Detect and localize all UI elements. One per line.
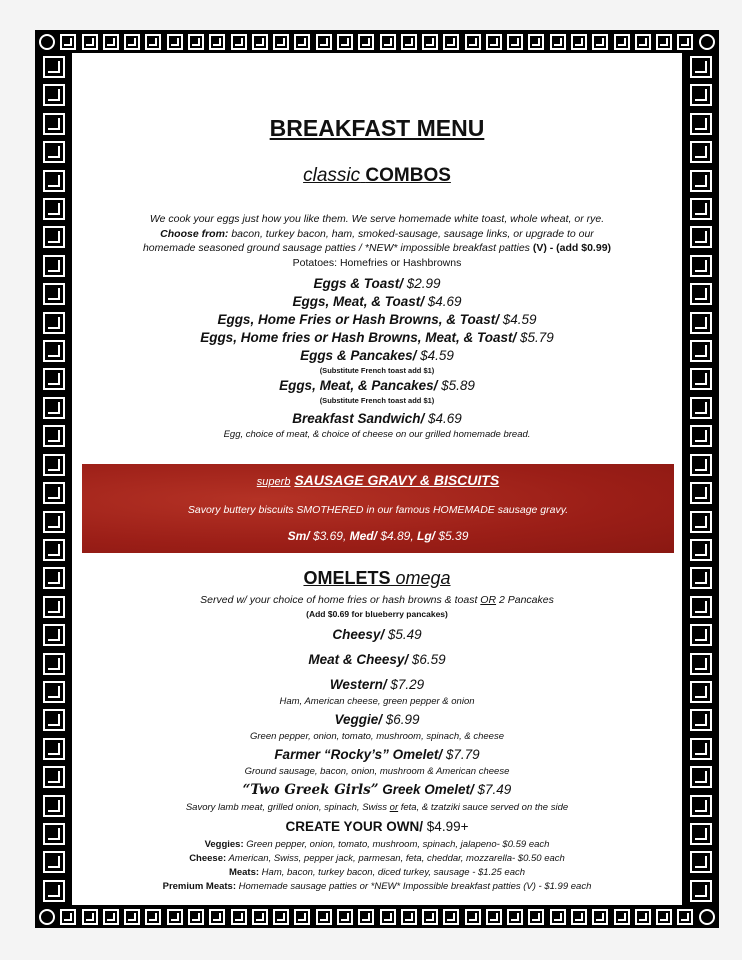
omelet-item-price: $7.29 xyxy=(386,677,425,692)
omelets-served xyxy=(72,594,682,606)
greek-key-motif xyxy=(60,34,76,50)
combo-item-price: $2.99 xyxy=(402,276,441,291)
greek-key-motif xyxy=(43,283,65,305)
greek-key-motif xyxy=(528,909,544,925)
greek-key-motif xyxy=(43,425,65,447)
border-corner-ornament xyxy=(699,909,715,925)
combo-item-name: Eggs, Home fries or Hash Browns, Meat, & Toast/ xyxy=(200,330,517,345)
greek-key-motif xyxy=(571,34,587,50)
size-label: Sm/ xyxy=(287,529,310,543)
greek-key-motif xyxy=(690,397,712,419)
size-label: Lg/ xyxy=(417,529,436,543)
combos-intro-line1: We cook your eggs just how you like them. We serve homemade white toast, whole wheat, or rye. xyxy=(149,213,605,225)
combo-item-name: Eggs & Pancakes/ xyxy=(300,348,417,363)
combos-intro-line3 xyxy=(72,242,682,254)
greek-omelet-name: Greek Omelet/ xyxy=(378,782,474,797)
greek-key-motif xyxy=(43,255,65,277)
omelet-item-price: $6.99 xyxy=(381,712,420,727)
greek-key-motif xyxy=(43,567,65,589)
greek-omelet xyxy=(72,782,682,798)
greek-key-motif xyxy=(316,34,332,50)
choose-label: Choose from: xyxy=(160,228,229,240)
greek-key-motif xyxy=(273,34,289,50)
addon-label: Premium Meats: xyxy=(162,881,236,892)
greek-key-motif xyxy=(252,34,268,50)
page-title: BREAKFAST MENU xyxy=(269,115,485,141)
combo-item xyxy=(72,378,682,393)
combo-item xyxy=(72,276,682,291)
greek-key-motif xyxy=(209,909,225,925)
greek-key-motif xyxy=(507,34,523,50)
greek-key-motif xyxy=(43,198,65,220)
greek-desc-or: or xyxy=(389,802,399,813)
combo-item-price: $5.79 xyxy=(516,330,554,345)
greek-key-motif xyxy=(690,283,712,305)
greek-key-motif xyxy=(103,34,119,50)
gravy-sizes xyxy=(82,529,674,543)
greek-key-motif xyxy=(422,34,438,50)
greek-key-motif xyxy=(43,340,65,362)
gravy-heading-bold: SAUSAGE GRAVY & BISCUITS xyxy=(294,472,500,488)
greek-key-motif xyxy=(465,909,481,925)
combo-item-price: $5.89 xyxy=(437,378,475,393)
greek-key-motif xyxy=(443,909,459,925)
omelet-item-price: $6.59 xyxy=(408,652,446,667)
greek-key-motif xyxy=(43,596,65,618)
greek-key-motif xyxy=(690,56,712,78)
addon-text: Green pepper, onion, tomato, mushroom, spinach, jalapeno- $0.59 each xyxy=(243,839,550,850)
greek-key-motif xyxy=(571,909,587,925)
greek-key-motif xyxy=(550,34,566,50)
greek-key-motif xyxy=(592,34,608,50)
served-text-end: 2 Pancakes xyxy=(496,594,554,606)
combos-heading-italic: classic xyxy=(303,165,361,186)
combo-item xyxy=(72,411,682,426)
greek-key-motif xyxy=(316,909,332,925)
greek-key-motif xyxy=(690,624,712,646)
greek-key-motif xyxy=(43,851,65,873)
greek-key-motif xyxy=(43,226,65,248)
greek-key-motif xyxy=(690,823,712,845)
greek-key-motif xyxy=(465,34,481,50)
greek-key-motif xyxy=(43,681,65,703)
combo-item xyxy=(72,294,682,309)
greek-desc-end: feta, & tzatziki sauce served on the side xyxy=(398,802,569,813)
addon-line xyxy=(72,839,682,850)
greek-key-motif xyxy=(43,795,65,817)
greek-script-name: “Two Greek Girls” xyxy=(242,782,379,798)
greek-key-motif xyxy=(43,738,65,760)
combos-intro-line2 xyxy=(72,228,682,240)
greek-key-motif xyxy=(690,312,712,334)
addon-text: American, Swiss, pepper jack, parmesan, feta, cheddar, mozzarella- $0.50 each xyxy=(226,853,565,864)
greek-key-motif xyxy=(145,909,161,925)
omelets-heading xyxy=(72,568,682,589)
greek-desc-text: Savory lamb meat, grilled onion, spinach, Swiss xyxy=(185,802,390,813)
addon-text: Homemade sausage patties or *NEW* Impossible breakfast patties (V) - $1.99 each xyxy=(236,881,592,892)
greek-key-motif xyxy=(43,454,65,476)
greek-key-motif xyxy=(188,34,204,50)
greek-key-motif xyxy=(167,34,183,50)
border-right xyxy=(682,53,719,905)
greek-key-motif xyxy=(690,255,712,277)
potatoes-line: Potatoes: Homefries or Hashbrowns xyxy=(292,257,462,269)
combo-item-price: $4.59 xyxy=(416,348,454,363)
greek-key-motif xyxy=(690,425,712,447)
greek-key-motif xyxy=(690,567,712,589)
greek-key-motif xyxy=(550,909,566,925)
greek-key-motif xyxy=(486,34,502,50)
greek-key-motif xyxy=(592,909,608,925)
greek-key-motif xyxy=(124,909,140,925)
greek-key-motif xyxy=(82,909,98,925)
menu-page xyxy=(72,53,682,905)
greek-key-motif xyxy=(60,909,76,925)
greek-key-motif xyxy=(103,909,119,925)
greek-key-motif xyxy=(380,909,396,925)
greek-key-motif xyxy=(43,709,65,731)
combo-item-name: Eggs, Meat, & Pancakes/ xyxy=(279,378,438,393)
combo-item-name: Breakfast Sandwich/ xyxy=(292,411,425,426)
greek-key-motif xyxy=(401,34,417,50)
gravy-banner xyxy=(82,464,674,553)
create-price: $4.99+ xyxy=(423,819,469,834)
border-top xyxy=(35,30,719,53)
greek-key-motif xyxy=(443,34,459,50)
greek-key-motif xyxy=(690,795,712,817)
omelet-item xyxy=(72,652,682,667)
greek-key-motif xyxy=(690,766,712,788)
greek-key-motif xyxy=(690,709,712,731)
greek-key-motif xyxy=(690,84,712,106)
greek-key-motif xyxy=(43,56,65,78)
gravy-description: Savory buttery biscuits SMOTHERED in our famous HOMEMADE sausage gravy. xyxy=(187,504,569,516)
greek-key-motif xyxy=(43,653,65,675)
addon-line xyxy=(72,881,682,892)
greek-key-motif xyxy=(690,340,712,362)
greek-key-motif xyxy=(690,141,712,163)
combo-item-desc: Egg, choice of meat, & choice of cheese on our grilled homemade bread. xyxy=(223,429,531,440)
greek-key-motif xyxy=(690,596,712,618)
combo-item-price: $4.69 xyxy=(423,294,462,309)
omelet-item-price: $7.79 xyxy=(442,747,480,762)
size-price: $4.89, xyxy=(376,529,418,543)
greek-key-motif xyxy=(145,34,161,50)
greek-key-motif xyxy=(231,34,247,50)
omelet-item-price: $5.49 xyxy=(384,627,422,642)
greek-key-motif xyxy=(43,823,65,845)
greek-key-motif xyxy=(614,34,630,50)
greek-key-motif xyxy=(43,766,65,788)
greek-key-motif xyxy=(690,170,712,192)
addon-label: Cheese: xyxy=(189,853,227,864)
omelet-item-name: Farmer “Rocky’s” Omelet/ xyxy=(274,747,443,762)
greek-key-border xyxy=(35,30,719,928)
gravy-heading xyxy=(82,472,674,488)
served-or: OR xyxy=(480,594,497,606)
greek-key-motif xyxy=(43,368,65,390)
greek-key-motif xyxy=(690,226,712,248)
addon-label: Veggies: xyxy=(204,839,244,850)
greek-key-motif xyxy=(486,909,502,925)
greek-key-motif xyxy=(43,880,65,902)
greek-key-motif xyxy=(43,482,65,504)
omelet-item xyxy=(72,627,682,642)
create-your-own xyxy=(72,819,682,834)
greek-key-motif xyxy=(43,397,65,419)
border-left xyxy=(35,53,72,905)
greek-key-motif xyxy=(43,511,65,533)
served-text: Served w/ your choice of home fries or hash browns & toast xyxy=(200,594,481,606)
combo-item xyxy=(72,348,682,363)
greek-key-motif xyxy=(294,34,310,50)
border-corner-ornament xyxy=(699,34,715,50)
greek-key-motif xyxy=(43,312,65,334)
greek-key-motif xyxy=(188,909,204,925)
border-corner-ornament xyxy=(39,909,55,925)
combo-item xyxy=(72,312,682,327)
greek-key-motif xyxy=(358,909,374,925)
combo-item xyxy=(72,330,682,345)
greek-key-motif xyxy=(43,141,65,163)
greek-key-motif xyxy=(294,909,310,925)
combo-item-name: Eggs & Toast/ xyxy=(313,276,403,291)
combos-heading-bold: COMBOS xyxy=(365,165,451,186)
greek-key-motif xyxy=(690,851,712,873)
greek-key-motif xyxy=(690,681,712,703)
addon-text: Ham, bacon, turkey bacon, diced turkey, sausage - $1.25 each xyxy=(259,867,526,878)
omelet-item-desc: Ham, American cheese, green pepper & onion xyxy=(279,696,475,707)
greek-key-motif xyxy=(656,909,672,925)
omelet-item-name: Meat & Cheesy/ xyxy=(308,652,409,667)
size-label: Med/ xyxy=(349,529,377,543)
greek-key-motif xyxy=(635,34,651,50)
size-price: $5.39 xyxy=(435,529,469,543)
omelet-item-desc: Ground sausage, bacon, onion, mushroom & American cheese xyxy=(244,766,510,777)
greek-key-motif xyxy=(656,34,672,50)
greek-key-motif xyxy=(401,909,417,925)
greek-key-motif xyxy=(43,170,65,192)
greek-key-motif xyxy=(252,909,268,925)
greek-key-motif xyxy=(43,624,65,646)
greek-key-motif xyxy=(358,34,374,50)
greek-key-motif xyxy=(677,34,693,50)
gravy-heading-italic: superb xyxy=(256,476,291,488)
addon-line xyxy=(72,867,682,878)
greek-key-motif xyxy=(690,539,712,561)
combo-item-price: $4.59 xyxy=(499,312,537,327)
greek-key-motif xyxy=(209,34,225,50)
omelets-heading-bold: OMELETS xyxy=(303,568,391,588)
greek-key-motif xyxy=(380,34,396,50)
greek-key-motif xyxy=(677,909,693,925)
combo-item-note: (Substitute French toast add $1) xyxy=(319,366,435,375)
omelet-item-name: Cheesy/ xyxy=(332,627,385,642)
greek-key-motif xyxy=(690,511,712,533)
omelet-item-name: Western/ xyxy=(329,677,387,692)
combo-item-name: Eggs, Home Fries or Hash Browns, & Toast/ xyxy=(217,312,499,327)
addon-line xyxy=(72,853,682,864)
combo-item-note: (Substitute French toast add $1) xyxy=(319,396,435,405)
greek-key-motif xyxy=(690,880,712,902)
greek-key-motif xyxy=(43,539,65,561)
greek-key-motif xyxy=(337,909,353,925)
combo-item-name: Eggs, Meat, & Toast/ xyxy=(292,294,424,309)
create-name: CREATE YOUR OWN/ xyxy=(285,819,424,834)
greek-key-motif xyxy=(124,34,140,50)
omelet-item xyxy=(72,712,682,727)
greek-key-motif xyxy=(507,909,523,925)
greek-key-motif xyxy=(231,909,247,925)
greek-key-motif xyxy=(528,34,544,50)
greek-key-motif xyxy=(337,34,353,50)
omelets-heading-italic: omega xyxy=(395,568,451,588)
greek-key-motif xyxy=(690,454,712,476)
choose-text: bacon, turkey bacon, ham, smoked-sausage, sausage links, or upgrade to our xyxy=(228,228,594,240)
patties-text: homemade seasoned ground sausage patties / *NEW* impossible breakfast patties xyxy=(142,242,533,254)
greek-key-motif xyxy=(690,653,712,675)
combo-item-price: $4.69 xyxy=(424,411,462,426)
border-corner-ornament xyxy=(39,34,55,50)
size-price: $3.69, xyxy=(309,529,350,543)
omelet-item-name: Veggie/ xyxy=(334,712,382,727)
greek-key-motif xyxy=(614,909,630,925)
omelet-item-desc: Green pepper, onion, tomato, mushroom, spinach, & cheese xyxy=(249,731,504,742)
greek-omelet-desc xyxy=(72,802,682,813)
greek-key-motif xyxy=(273,909,289,925)
border-bottom xyxy=(35,905,719,928)
greek-key-motif xyxy=(422,909,438,925)
greek-key-motif xyxy=(690,738,712,760)
greek-key-motif xyxy=(82,34,98,50)
addon-label: Meats: xyxy=(228,867,260,878)
omelet-item xyxy=(72,677,682,692)
greek-key-motif xyxy=(690,198,712,220)
greek-key-motif xyxy=(635,909,651,925)
greek-omelet-price: $7.49 xyxy=(473,782,512,797)
omelet-item xyxy=(72,747,682,762)
greek-key-motif xyxy=(43,84,65,106)
greek-key-motif xyxy=(690,113,712,135)
greek-key-motif xyxy=(690,482,712,504)
patties-price: (V) - (add $0.99) xyxy=(532,242,612,254)
combos-heading xyxy=(72,165,682,187)
greek-key-motif xyxy=(167,909,183,925)
greek-key-motif xyxy=(43,113,65,135)
greek-key-motif xyxy=(690,368,712,390)
blueberry-note: (Add $0.69 for blueberry pancakes) xyxy=(306,609,448,619)
